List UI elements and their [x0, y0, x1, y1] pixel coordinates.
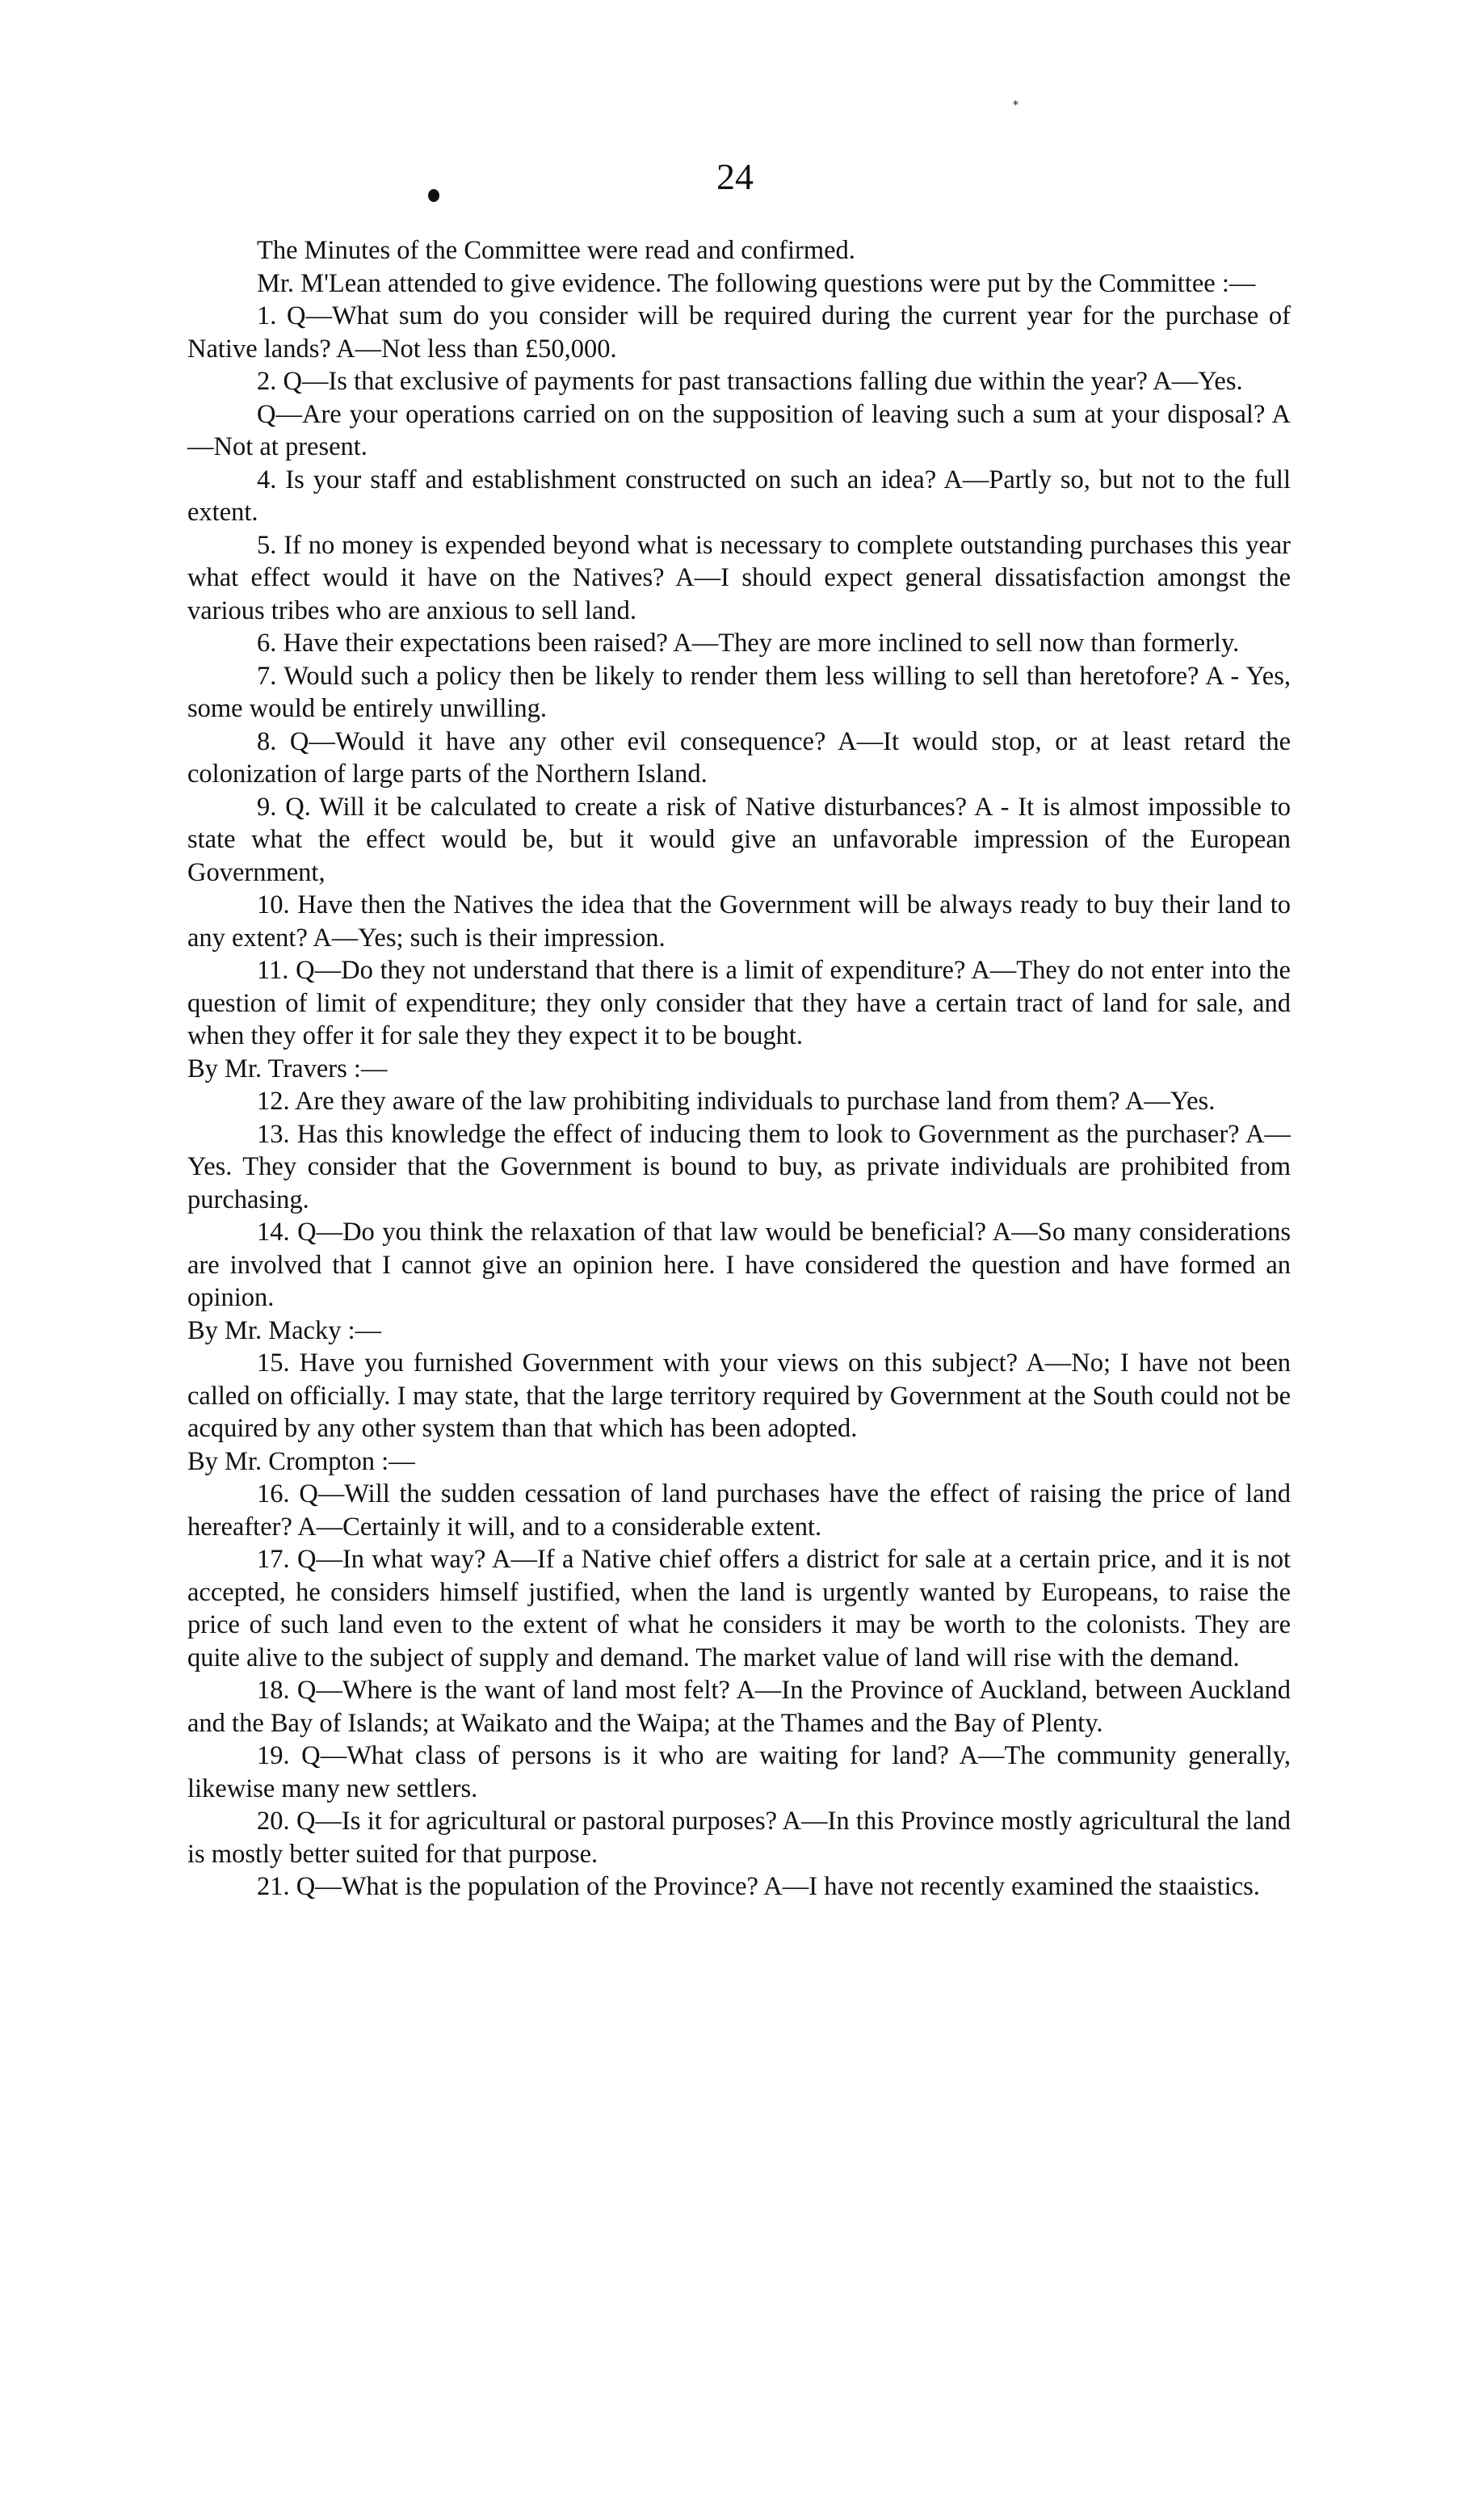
document-body [187, 234, 1291, 1904]
paragraph: 10. Have then the Natives the idea that the Government will be always ready to buy their land to any extent? A—Yes; such is their impression. [187, 890, 1291, 953]
paragraph: 6. Have their expectations been raised? A—They are more inclined to sell now than formerly. [257, 629, 1240, 658]
paragraph: 19. Q—What class of persons is it who are waiting for land? A—The community generally, likewise many new settlers. [187, 1741, 1291, 1803]
paragraph: 5. If no money is expended beyond what is necessary to complete outstanding purchases this year what effect would it have on the Natives? A—I should expect general dissatisfaction amongst the various tribes who are anxious to sell land. [187, 530, 1291, 625]
stray-mark: ⁎ [1013, 96, 1018, 108]
paragraph: 12. Are they aware of the law prohibiting individuals to purchase land from them? A—Yes. [257, 1087, 1216, 1116]
page-number: 24 [716, 156, 754, 197]
paragraph: 21. Q—What is the population of the Province? A—I have not recently examined the staaistics. [257, 1872, 1260, 1901]
section-heading: By Mr. Crompton :— [187, 1446, 415, 1476]
paragraph: 14. Q—Do you think the relaxation of that law would be beneficial? A—So many considerations are involved that I cannot give an opinion here. I have considered the question and have formed an opinion. [187, 1218, 1291, 1312]
paragraph: 18. Q—Where is the want of land most felt? A—In the Province of Auckland, between Auckland and the Bay of Islands; at Waikato and the Waipa; at the Thames and the Bay of Plenty. [187, 1676, 1291, 1738]
paragraph: 1. Q—What sum do you consider will be required during the current year for the purchase of Native lands? A—Not less than £50,000. [187, 301, 1291, 364]
paragraph: 20. Q—Is it for agricultural or pastoral purposes? A—In this Province mostly agricultural the land is mostly better suited for that purpose. [187, 1807, 1291, 1869]
paragraph: 11. Q—Do they not understand that there is a limit of expenditure? A—They do not enter into the question of limit of expenditure; they only consider that they have a certain tract of land for sale, and when they offer it for sale they they expect it to be bought. [187, 956, 1291, 1050]
paragraph: 2. Q—Is that exclusive of payments for past transactions falling due within the year? A—Yes. [257, 367, 1243, 396]
paragraph: 15. Have you furnished Government with your views on this subject? A—No; I have not been called on officially. I may state, that the large territory required by Government at the South could not be acquired by any other system than that which has been adopted. [187, 1348, 1291, 1443]
paragraph: Mr. M'Lean attended to give evidence. The following questions were put by the Committee :— [257, 268, 1256, 298]
paragraph: 8. Q—Would it have any other evil consequence? A—It would stop, or at least retard the colonization of large parts of the Northern Island. [187, 726, 1291, 789]
paragraph: 13. Has this knowledge the effect of inducing them to look to Government as the purchaser? A—Yes. They consider that the Government is bound to buy, as private individuals are prohibited from purchasing. [187, 1119, 1291, 1214]
paragraph: Q—Are your operations carried on on the supposition of leaving such a sum at your disposal? A—Not at present. [187, 399, 1291, 461]
paragraph: 16. Q—Will the sudden cessation of land purchases have the effect of raising the price of land hereafter? A—Certainly it will, and to a considerable extent. [187, 1479, 1291, 1542]
paragraph: 9. Q. Will it be calculated to create a risk of Native disturbances? A - It is almost impossible to state what the effect would be, but it would give an unfavorable impression of the European Government, [187, 792, 1291, 887]
paragraph: 17. Q—In what way? A—If a Native chief offers a district for sale at a certain price, and it is not accepted, he considers himself justified, when the land is urgently wanted by Europeans, to raise the price of such land even to the extent of what he considers it may be worth to the colonists. They are quite alive to the subject of supply and demand. The market value of land will rise with the demand. [187, 1545, 1291, 1672]
paragraph: The Minutes of the Committee were read and confirmed. [257, 236, 855, 265]
paragraph: 4. Is your staff and establishment constructed on such an idea? A—Partly so, but not to the full extent. [187, 465, 1291, 527]
paragraph: 7. Would such a policy then be likely to render them less willing to sell than heretofore? A - Yes, some would be entirely unwilling. [187, 661, 1291, 723]
section-heading: By Mr. Travers :— [187, 1054, 388, 1083]
section-heading: By Mr. Macky :— [187, 1315, 382, 1345]
